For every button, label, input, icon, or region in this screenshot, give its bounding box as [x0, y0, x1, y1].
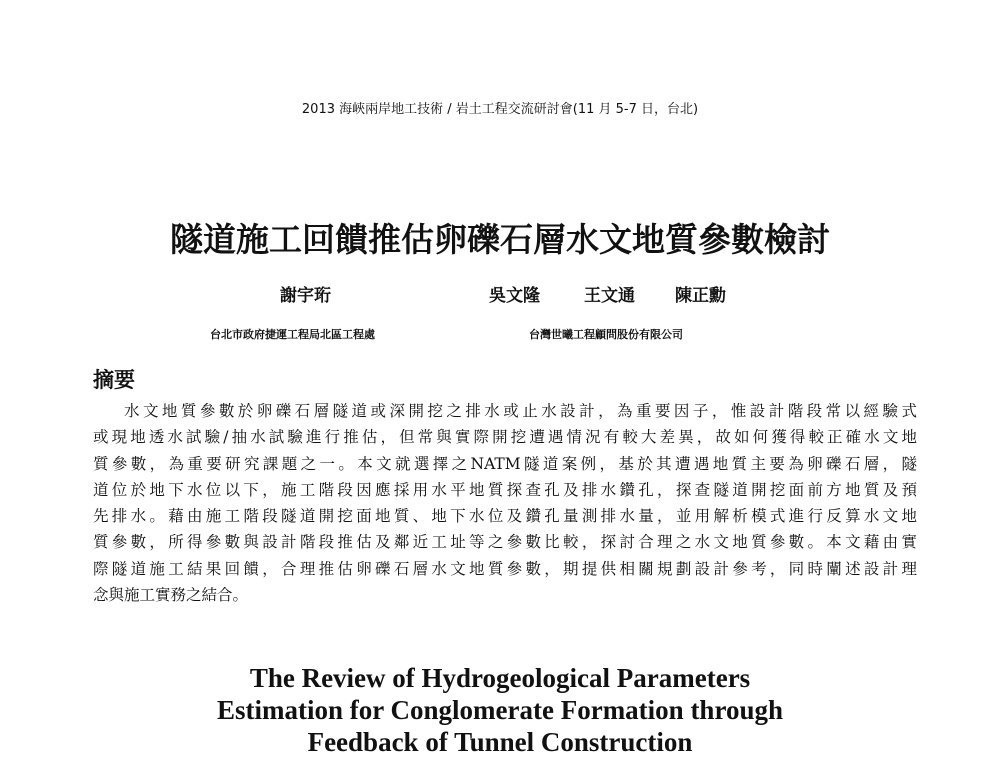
abstract-body [93, 398, 917, 608]
abstract-line: 念與施工實務之結合。 [93, 586, 249, 605]
abstract-line: 先排水。藉由施工階段隧道開挖面地質、地下水位及鑽孔量測排水量，並用解析模式進行反算水文地 [93, 507, 917, 526]
title-en-line: Feedback of Tunnel Construction [307, 727, 693, 757]
abstract-line: 水文地質參數於卵礫石層隧道或深開挖之排水或止水設計，為重要因子，惟設計階段常以經驗式 [124, 402, 917, 420]
paper-title-chinese: 隧道施工回饋推估卵礫石層水文地質參數檢討 [170, 220, 830, 259]
author-name: 謝宇珩 [280, 286, 331, 306]
abstract-line: 或現地透水試驗/抽水試驗進行推估，但常與實際開挖遭遇情況有較大差異，故如何獲得較正確水文地 [93, 428, 917, 447]
author-name: 陳正勳 [675, 286, 726, 306]
affiliation-left: 台北市政府捷運工程局北區工程處 [210, 328, 375, 341]
conference-header: 2013 海峽兩岸地工技術 / 岩土工程交流研討會(11 月 5-7 日，台北) [301, 102, 699, 117]
abstract-line: 質參數，為重要研究課題之一。本文就選擇之NATM隧道案例，基於其遭遇地質主要為卵礫石層，隧 [93, 454, 917, 473]
abstract-heading: 摘要 [93, 368, 135, 392]
author-name: 王文通 [584, 286, 635, 306]
affiliation-right: 台灣世曦工程顧問股份有限公司 [529, 328, 683, 341]
title-en-line: Estimation for Conglomerate Formation through [217, 695, 783, 725]
paper-title-english [0, 662, 1000, 758]
abstract-line: 質參數，所得參數與設計階段推估及鄰近工址等之參數比較，探討合理之水文地質參數。本文藉由實 [93, 533, 917, 552]
author-name: 吳文隆 [489, 286, 540, 306]
title-en-line: The Review of Hydrogeological Parameters [249, 663, 751, 693]
abstract-line: 道位於地下水位以下，施工階段因應採用水平地質探查孔及排水鑽孔，探查隧道開挖面前方地質及預 [93, 480, 917, 499]
abstract-line: 際隧道施工結果回饋，合理推估卵礫石層水文地質參數，期提供相關規劃設計參考，同時闡述設計理 [93, 559, 917, 578]
